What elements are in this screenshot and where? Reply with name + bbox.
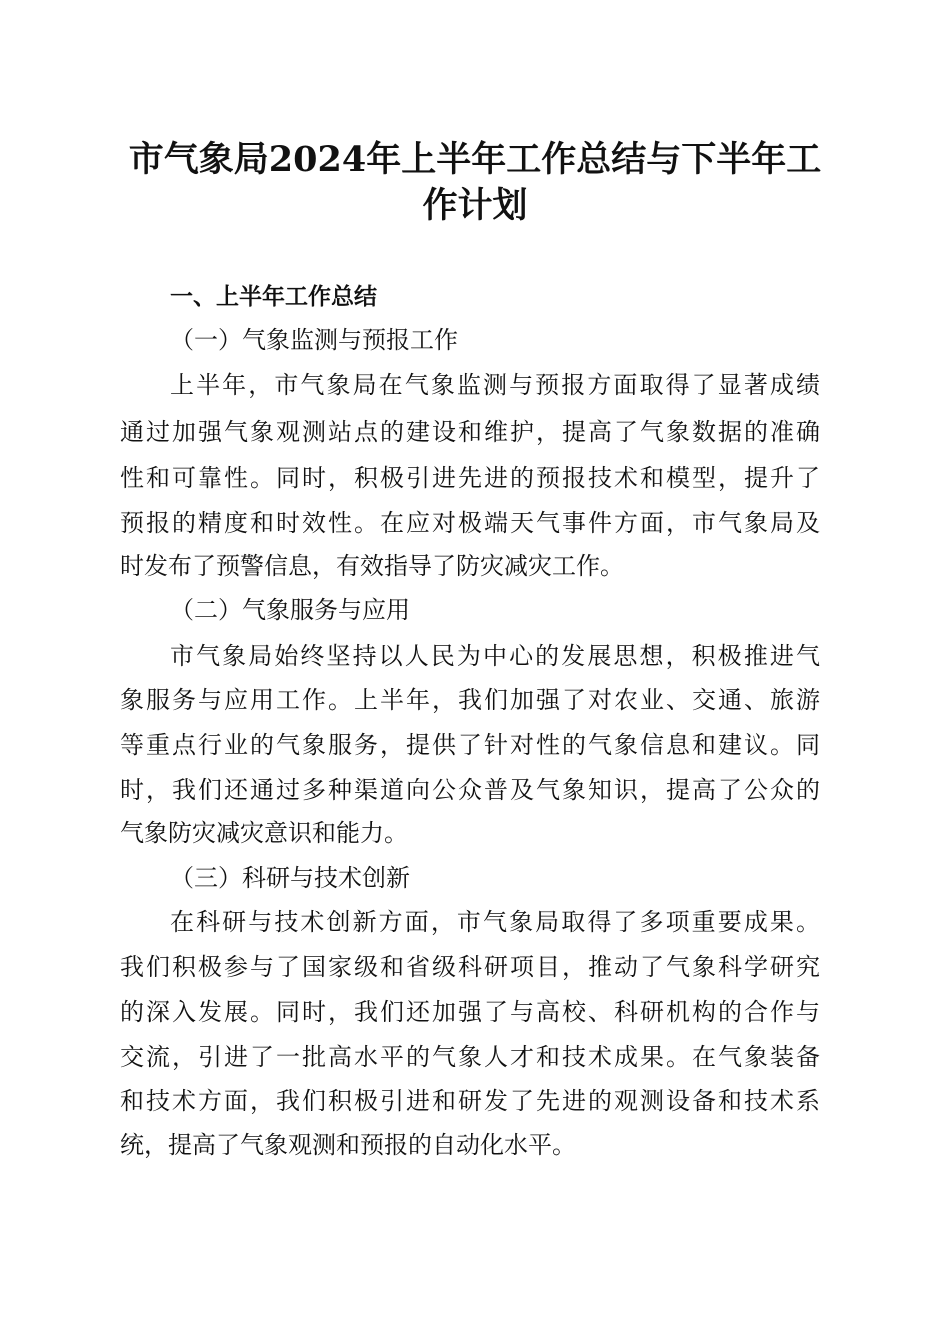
- paragraph-line: 象服务与应用工作。上半年，我们加强了对农业、交通、旅游: [120, 686, 820, 714]
- paragraph-line: 的深入发展。同时，我们还加强了与高校、科研机构的合作与: [120, 998, 820, 1026]
- paragraph-line: 交流，引进了一批高水平的气象人才和技术成果。在气象装备: [120, 1043, 820, 1071]
- section-heading: 一、上半年工作总结: [170, 284, 377, 310]
- paragraph-line: 我们积极参与了国家级和省级科研项目，推动了气象科学研究: [120, 953, 820, 981]
- paragraph-line: 统，提高了气象观测和预报的自动化水平。: [120, 1131, 576, 1159]
- paragraph-line: 和技术方面，我们积极引进和研发了先进的观测设备和技术系: [120, 1087, 820, 1115]
- paragraph-line: 性和可靠性。同时，积极引进先进的预报技术和模型，提升了: [120, 464, 820, 492]
- subsection-heading: （二）气象服务与应用: [170, 596, 410, 624]
- subsection-heading: （一）气象监测与预报工作: [170, 326, 458, 354]
- paragraph-line: 等重点行业的气象服务，提供了针对性的气象信息和建议。同: [120, 731, 820, 759]
- paragraph-line: 时发布了预警信息，有效指导了防灾减灾工作。: [120, 552, 624, 580]
- paragraph-line: 市气象局始终坚持以人民为中心的发展思想，积极推进气: [170, 642, 820, 670]
- document-title-line-2: 作计划: [422, 185, 528, 226]
- document-title-line-1: 市气象局2024年上半年工作总结与下半年工: [128, 139, 822, 180]
- paragraph-line: 预报的精度和时效性。在应对极端天气事件方面，市气象局及: [120, 509, 820, 537]
- subsection-heading: （三）科研与技术创新: [170, 864, 410, 892]
- paragraph-line: 通过加强气象观测站点的建设和维护，提高了气象数据的准确: [120, 418, 820, 446]
- paragraph-line: 气象防灾减灾意识和能力。: [120, 819, 408, 847]
- paragraph-line: 时，我们还通过多种渠道向公众普及气象知识，提高了公众的: [120, 776, 820, 804]
- paragraph-line: 上半年，市气象局在气象监测与预报方面取得了显著成绩: [170, 371, 820, 399]
- paragraph-line: 在科研与技术创新方面，市气象局取得了多项重要成果。: [170, 908, 820, 936]
